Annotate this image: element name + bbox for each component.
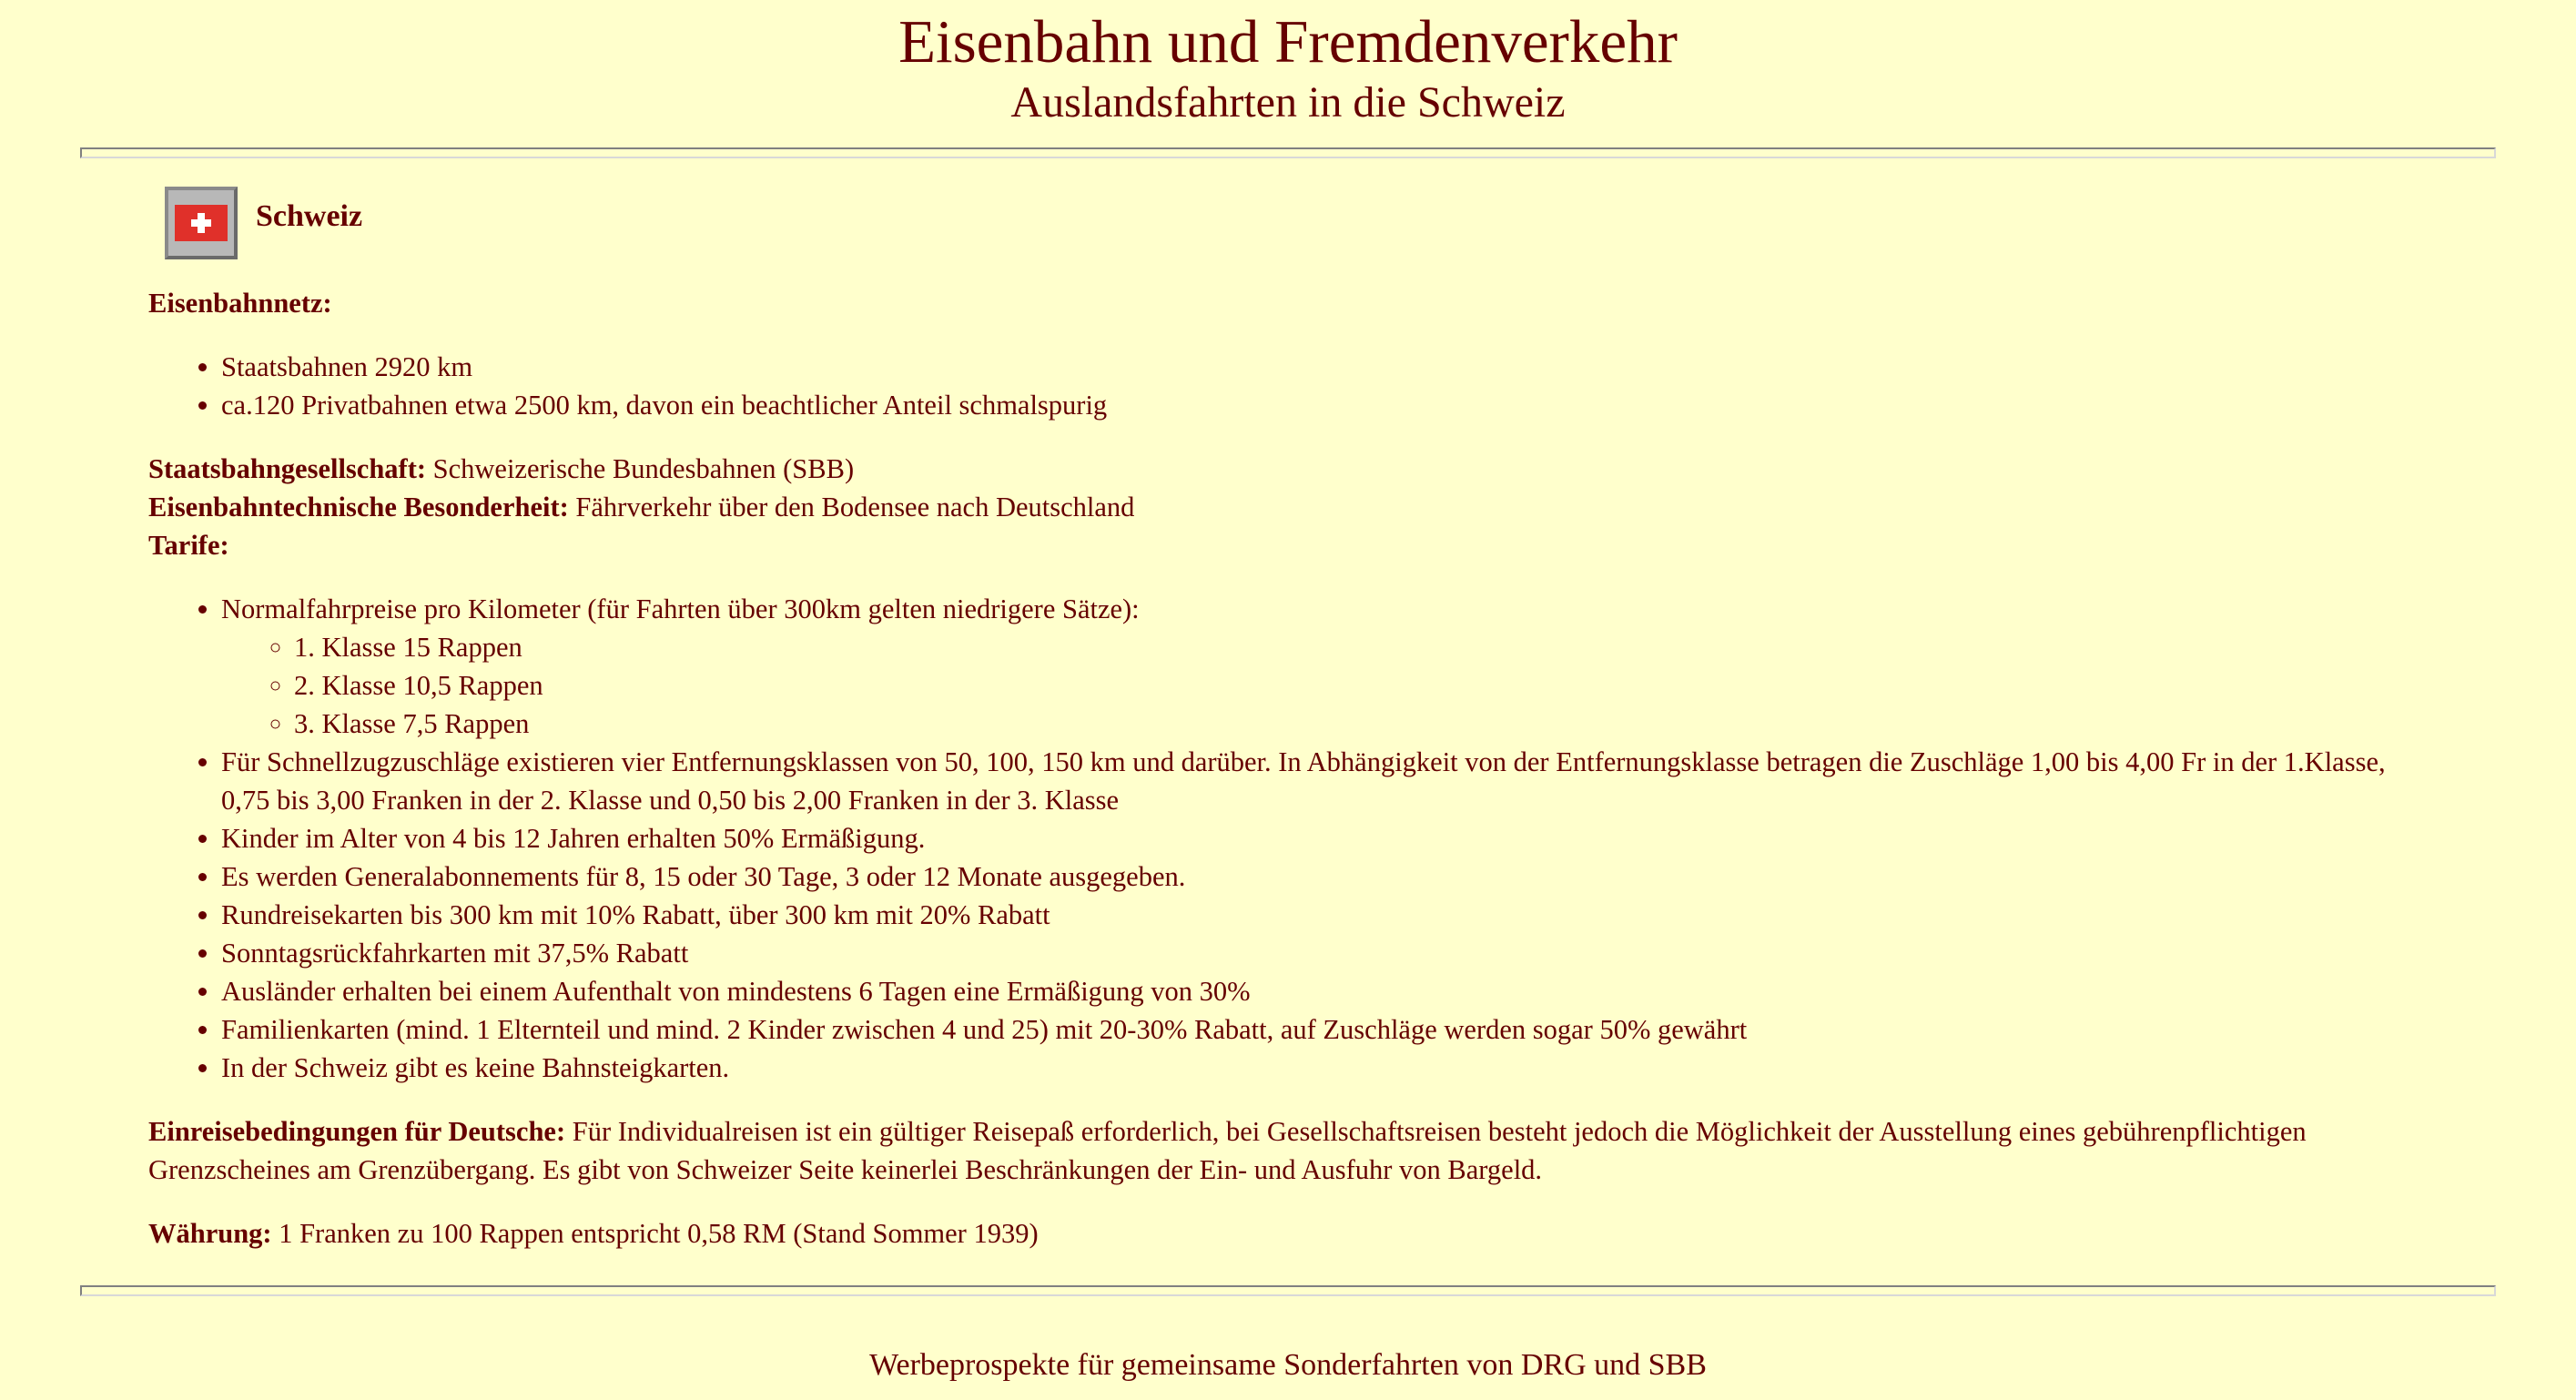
tarife-heading: Tarife: bbox=[148, 530, 229, 561]
footer-link[interactable]: Werbeprospekte für gemeinsame Sonderfahrten von DRG und SBB bbox=[869, 1348, 1707, 1382]
list-item: • Für Schnellzugzuschläge existieren vier Entfernungsklassen von 50, 100, 150 km und darüber. In Abhängigkeit von der Entfernungsklasse betragen die Zuschläge 1,00 bis 4,00 Fr in der 1.Klasse, 0,75 bis 3,00 Franken in der 2. Klasse und 0,50 bis 2,00 Franken in der 3. Klasse bbox=[221, 743, 2424, 819]
top-divider bbox=[80, 147, 2496, 158]
besonderheit-value: Fährverkehr über den Bodensee nach Deutschland bbox=[568, 492, 1135, 522]
class-list bbox=[221, 628, 2424, 743]
class-item: ◦ 3. Klasse 7,5 Rappen bbox=[294, 705, 2424, 743]
class-item: ◦ 2. Klasse 10,5 Rappen bbox=[294, 666, 2424, 705]
list-item: • Kinder im Alter von 4 bis 12 Jahren erhalten 50% Ermäßigung. bbox=[221, 819, 2424, 857]
swiss-flag-icon bbox=[165, 187, 238, 259]
staatsbahn-line bbox=[148, 450, 2424, 488]
country-header bbox=[148, 182, 2424, 264]
einreise-label: Einreisebedingungen für Deutsche: bbox=[148, 1116, 566, 1147]
waehrung-label: Währung: bbox=[148, 1218, 272, 1249]
list-item: • Familienkarten (mind. 1 Elternteil und mind. 2 Kinder zwischen 4 und 25) mit 20-30% Rabatt, auf Zuschläge werden sogar 50% gewährt bbox=[221, 1010, 2424, 1049]
list-item bbox=[221, 590, 2424, 743]
list-item: • Rundreisekarten bis 300 km mit 10% Rabatt, über 300 km mit 20% Rabatt bbox=[221, 896, 2424, 934]
class-item: ◦ 1. Klasse 15 Rappen bbox=[294, 628, 2424, 666]
list-item: • Sonntagsrückfahrkarten mit 37,5% Rabatt bbox=[221, 934, 2424, 972]
staatsbahn-value: Schweizerische Bundesbahnen (SBB) bbox=[426, 453, 855, 484]
list-item: • Es werden Generalabonnements für 8, 15 oder 30 Tage, 3 oder 12 Monate ausgegeben. bbox=[221, 857, 2424, 896]
list-item: • Staatsbahnen 2920 km bbox=[221, 348, 2424, 386]
waehrung-value: 1 Franken zu 100 Rappen entspricht 0,58 RM (Stand Sommer 1939) bbox=[271, 1218, 1039, 1249]
footer bbox=[0, 1344, 2576, 1387]
main-content bbox=[148, 182, 2424, 1253]
besonderheit-line bbox=[148, 488, 2424, 526]
list-item: • ca.120 Privatbahnen etwa 2500 km, davon ein beachtlicher Anteil schmalspurig bbox=[221, 386, 2424, 424]
list-item: • Ausländer erhalten bei einem Aufenthalt von mindestens 6 Tagen eine Ermäßigung von 30% bbox=[221, 972, 2424, 1010]
page-subtitle: Auslandsfahrten in die Schweiz bbox=[1010, 78, 1566, 127]
list-item: • In der Schweiz gibt es keine Bahnsteigkarten. bbox=[221, 1049, 2424, 1087]
staatsbahn-label: Staatsbahngesellschaft: bbox=[148, 453, 427, 484]
country-name: Schweiz bbox=[256, 199, 363, 233]
swiss-flag bbox=[175, 205, 228, 241]
eisenbahnnetz-heading: Eisenbahnnetz: bbox=[148, 288, 332, 319]
einreise-paragraph bbox=[148, 1112, 2424, 1189]
besonderheit-label: Eisenbahntechnische Besonderheit: bbox=[148, 492, 569, 522]
waehrung-paragraph bbox=[148, 1214, 2424, 1253]
einreise-value: Für Individualreisen ist ein gültiger Reisepaß erforderlich, bei Gesellschaftsreisen besteht jedoch die Möglichkeit der Ausstellung eines gebührenpflichtigen Grenzscheines am Grenzübergang. Es gibt von Schweizer Seite keinerlei Beschränkungen der Ein- und Ausfuhr von Bargeld. bbox=[148, 1116, 2307, 1185]
tarife-list bbox=[148, 590, 2424, 1087]
normal-fare-intro: Normalfahrpreise pro Kilometer (für Fahrten über 300km gelten niedrigere Sätze): bbox=[221, 593, 1140, 624]
eisenbahnnetz-list bbox=[148, 348, 2424, 424]
page-title: Eisenbahn und Fremdenverkehr bbox=[898, 8, 1678, 76]
bottom-divider bbox=[80, 1285, 2496, 1296]
